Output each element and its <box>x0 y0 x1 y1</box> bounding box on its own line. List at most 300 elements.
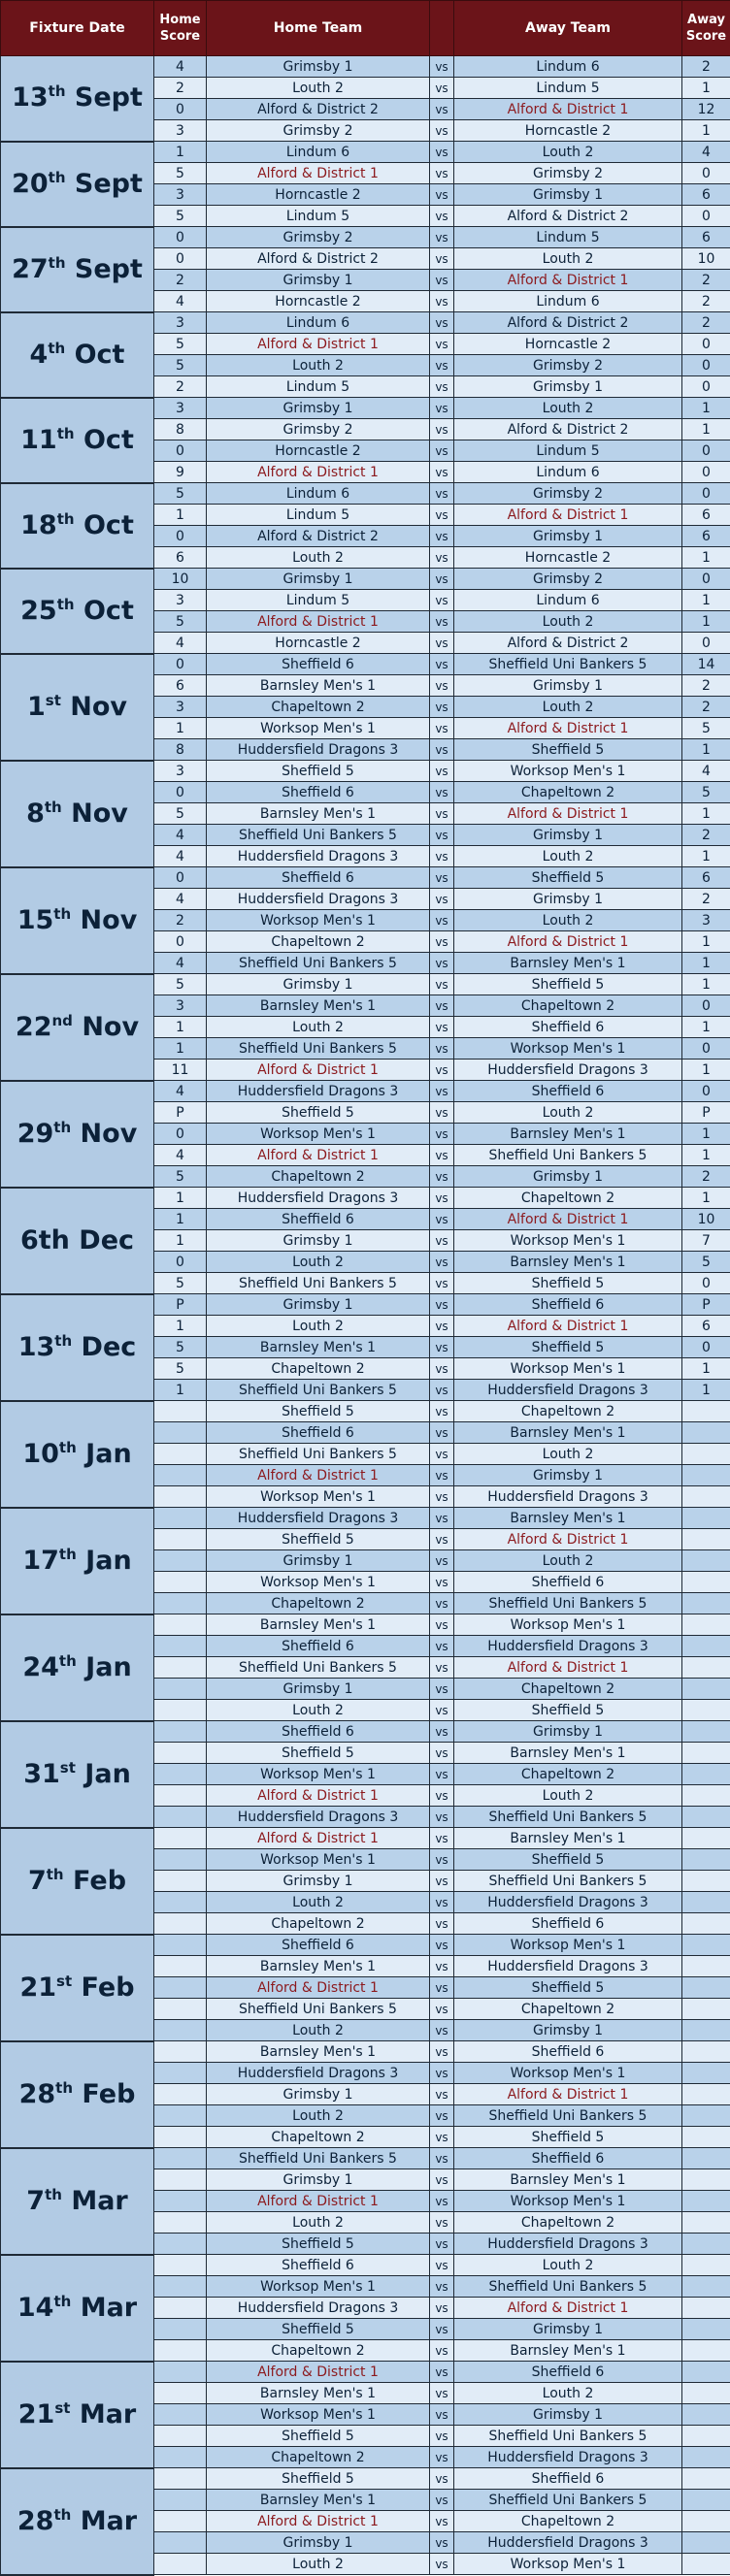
vs-label: vs <box>430 2383 454 2404</box>
home-team: Lindum 6 <box>207 483 430 505</box>
away-team: Grimsby 1 <box>454 1166 682 1188</box>
away-score <box>682 1785 730 1807</box>
home-team: Barnsley Men's 1 <box>207 803 430 825</box>
home-team: Sheffield 5 <box>207 2234 430 2255</box>
home-score <box>154 1508 207 1529</box>
away-team: Sheffield 5 <box>454 974 682 995</box>
home-team: Sheffield Uni Bankers 5 <box>207 1380 430 1401</box>
away-team: Louth 2 <box>454 142 682 163</box>
away-score <box>682 2362 730 2383</box>
fixture-date <box>1 2468 154 2575</box>
vs-label: vs <box>430 270 454 291</box>
home-score <box>154 1807 207 1828</box>
vs-label: vs <box>430 2447 454 2468</box>
away-score <box>682 2191 730 2212</box>
home-team: Chapeltown 2 <box>207 1913 430 1935</box>
home-team: Barnsley Men's 1 <box>207 2490 430 2511</box>
fixture-date-day: 31 <box>23 1758 60 1789</box>
away-score <box>682 2298 730 2319</box>
home-score <box>154 1444 207 1465</box>
away-score: 1 <box>682 1124 730 1145</box>
away-team: Chapeltown 2 <box>454 2511 682 2532</box>
away-team: Sheffield 5 <box>454 1700 682 1721</box>
home-team: Chapeltown 2 <box>207 2447 430 2468</box>
fixture-date <box>1 2255 154 2362</box>
home-score: 3 <box>154 697 207 718</box>
fixture-row <box>1 1508 730 1529</box>
fixture-date-suffix: th <box>56 509 75 528</box>
away-team: Grimsby 1 <box>454 526 682 547</box>
home-score <box>154 2340 207 2362</box>
header-away-score: Away Score <box>682 1 730 56</box>
fixture-row <box>1 398 730 419</box>
away-team: Sheffield 5 <box>454 739 682 761</box>
away-score: 1 <box>682 803 730 825</box>
vs-label: vs <box>430 1657 454 1679</box>
fixture-date-suffix: th <box>48 168 66 186</box>
vs-label: vs <box>430 2468 454 2490</box>
home-team: Sheffield Uni Bankers 5 <box>207 1444 430 1465</box>
away-score <box>682 2319 730 2340</box>
away-score <box>682 2212 730 2234</box>
vs-label: vs <box>430 2255 454 2276</box>
home-score <box>154 1657 207 1679</box>
home-score <box>154 2426 207 2447</box>
vs-label: vs <box>430 782 454 803</box>
fixture-date-suffix: th <box>48 339 66 357</box>
home-score: 1 <box>154 1017 207 1038</box>
fixture-date-day: 20 <box>12 168 49 199</box>
vs-label: vs <box>430 334 454 355</box>
fixture-date-day: 15 <box>17 904 54 935</box>
home-score: 3 <box>154 398 207 419</box>
home-score <box>154 1529 207 1550</box>
away-team: Alford & District 1 <box>454 931 682 953</box>
away-score <box>682 2383 730 2404</box>
fixture-date <box>1 56 154 142</box>
home-team: Sheffield Uni Bankers 5 <box>207 1273 430 1294</box>
home-score: 0 <box>154 1124 207 1145</box>
away-team: Worksop Men's 1 <box>454 761 682 782</box>
home-score: 8 <box>154 419 207 440</box>
home-team: Worksop Men's 1 <box>207 2276 430 2298</box>
away-team: Worksop Men's 1 <box>454 2554 682 2575</box>
vs-label: vs <box>430 590 454 611</box>
fixture-date-suffix: th <box>58 1651 77 1670</box>
away-team: Sheffield Uni Bankers 5 <box>454 1871 682 1892</box>
away-team: Barnsley Men's 1 <box>454 2169 682 2191</box>
vs-label: vs <box>430 1465 454 1486</box>
vs-label: vs <box>430 1401 454 1422</box>
home-team: Lindum 6 <box>207 142 430 163</box>
vs-label: vs <box>430 953 454 974</box>
vs-label: vs <box>430 142 454 163</box>
home-team: Lindum 5 <box>207 505 430 526</box>
away-score <box>682 2426 730 2447</box>
home-score <box>154 1743 207 1764</box>
away-team: Barnsley Men's 1 <box>454 1828 682 1849</box>
away-score <box>682 1807 730 1828</box>
away-team: Alford & District 1 <box>454 718 682 739</box>
away-score <box>682 1764 730 1785</box>
fixture-row <box>1 654 730 675</box>
vs-label: vs <box>430 2298 454 2319</box>
home-score <box>154 1700 207 1721</box>
home-score: 1 <box>154 1188 207 1209</box>
home-score: 5 <box>154 206 207 227</box>
fixture-date-day: 21 <box>19 1972 57 2003</box>
home-score: 5 <box>154 1166 207 1188</box>
home-team: Alford & District 2 <box>207 526 430 547</box>
away-team: Barnsley Men's 1 <box>454 1508 682 1529</box>
away-team: Lindum 5 <box>454 78 682 99</box>
away-score <box>682 1465 730 1486</box>
home-team: Barnsley Men's 1 <box>207 1956 430 1977</box>
home-team: Grimsby 1 <box>207 974 430 995</box>
away-score: 5 <box>682 1252 730 1273</box>
away-team: Chapeltown 2 <box>454 1188 682 1209</box>
away-score <box>682 1422 730 1444</box>
away-score <box>682 2020 730 2041</box>
away-team: Grimsby 1 <box>454 675 682 697</box>
home-team: Alford & District 1 <box>207 163 430 184</box>
fixture-row <box>1 1294 730 1316</box>
vs-label: vs <box>430 1636 454 1657</box>
away-score <box>682 2234 730 2255</box>
fixture-date <box>1 1188 154 1294</box>
home-team: Worksop Men's 1 <box>207 1849 430 1871</box>
home-score: 1 <box>154 1380 207 1401</box>
away-team: Sheffield 5 <box>454 867 682 889</box>
away-score <box>682 1508 730 1529</box>
fixture-date <box>1 569 154 654</box>
home-team: Worksop Men's 1 <box>207 718 430 739</box>
away-score <box>682 1486 730 1508</box>
away-team: Louth 2 <box>454 248 682 270</box>
home-team: Alford & District 2 <box>207 248 430 270</box>
away-score: 1 <box>682 953 730 974</box>
fixture-row <box>1 2255 730 2276</box>
away-team: Alford & District 1 <box>454 1657 682 1679</box>
home-score <box>154 1956 207 1977</box>
home-team: Sheffield 6 <box>207 867 430 889</box>
away-team: Horncastle 2 <box>454 547 682 569</box>
away-score: 2 <box>682 825 730 846</box>
fixture-row <box>1 483 730 505</box>
home-team: Barnsley Men's 1 <box>207 995 430 1017</box>
home-score: 1 <box>154 718 207 739</box>
away-team: Grimsby 2 <box>454 569 682 590</box>
away-team: Grimsby 1 <box>454 2319 682 2340</box>
away-team: Sheffield 6 <box>454 2041 682 2063</box>
vs-label: vs <box>430 1849 454 1871</box>
fixture-date-month: Feb <box>73 1865 127 1896</box>
home-team: Chapeltown 2 <box>207 1358 430 1380</box>
away-score <box>682 2169 730 2191</box>
home-team: Grimsby 1 <box>207 1230 430 1252</box>
vs-label: vs <box>430 2532 454 2554</box>
home-score <box>154 1679 207 1700</box>
vs-label: vs <box>430 355 454 376</box>
away-score: 2 <box>682 889 730 910</box>
away-team: Louth 2 <box>454 2383 682 2404</box>
home-score <box>154 1892 207 1913</box>
vs-label: vs <box>430 1486 454 1508</box>
home-score <box>154 1764 207 1785</box>
home-team: Louth 2 <box>207 2212 430 2234</box>
home-team: Barnsley Men's 1 <box>207 1614 430 1636</box>
vs-label: vs <box>430 398 454 419</box>
fixture-date-month: Nov <box>82 1011 140 1042</box>
vs-label: vs <box>430 697 454 718</box>
header-away-team: Away Team <box>454 1 682 56</box>
home-score: 5 <box>154 803 207 825</box>
home-score <box>154 1935 207 1956</box>
home-score <box>154 2468 207 2490</box>
home-score: 5 <box>154 163 207 184</box>
home-team: Grimsby 1 <box>207 2169 430 2191</box>
away-team: Alford & District 1 <box>454 1316 682 1337</box>
away-score: 0 <box>682 569 730 590</box>
home-score: 3 <box>154 184 207 206</box>
fixture-date-month: Jan <box>85 1438 132 1469</box>
fixture-date-day: 28 <box>18 2078 56 2109</box>
home-score <box>154 1721 207 1743</box>
vs-label: vs <box>430 2063 454 2084</box>
away-score <box>682 2554 730 2575</box>
home-score: 1 <box>154 1230 207 1252</box>
vs-label: vs <box>430 1935 454 1956</box>
home-score: 1 <box>154 142 207 163</box>
home-score: 0 <box>154 99 207 120</box>
vs-label: vs <box>430 2084 454 2105</box>
home-score <box>154 1572 207 1593</box>
away-team: Worksop Men's 1 <box>454 1038 682 1060</box>
away-team: Sheffield 5 <box>454 1849 682 1871</box>
fixture-date <box>1 1294 154 1401</box>
fixture-date-day: 13 <box>12 82 49 114</box>
fixture-row <box>1 2148 730 2169</box>
fixture-date <box>1 2362 154 2468</box>
fixture-date-day: 18 <box>20 509 57 540</box>
away-team: Alford & District 1 <box>454 270 682 291</box>
away-score: 10 <box>682 1209 730 1230</box>
away-team: Chapeltown 2 <box>454 995 682 1017</box>
away-score <box>682 2127 730 2148</box>
fixture-date-suffix: th <box>54 1331 73 1350</box>
away-score: P <box>682 1294 730 1316</box>
vs-label: vs <box>430 1166 454 1188</box>
vs-label: vs <box>430 910 454 931</box>
home-score <box>154 2234 207 2255</box>
away-team: Louth 2 <box>454 697 682 718</box>
away-score: 0 <box>682 483 730 505</box>
away-team: Huddersfield Dragons 3 <box>454 2447 682 2468</box>
home-score: 2 <box>154 78 207 99</box>
away-team: Sheffield Uni Bankers 5 <box>454 2276 682 2298</box>
home-team: Louth 2 <box>207 2020 430 2041</box>
away-team: Sheffield 5 <box>454 1337 682 1358</box>
away-score <box>682 1935 730 1956</box>
home-team: Sheffield 6 <box>207 654 430 675</box>
away-score: 2 <box>682 697 730 718</box>
home-score <box>154 1999 207 2020</box>
home-team: Louth 2 <box>207 2105 430 2127</box>
away-team: Sheffield 5 <box>454 1273 682 1294</box>
away-team: Worksop Men's 1 <box>454 1935 682 1956</box>
away-score: 2 <box>682 291 730 312</box>
away-team: Grimsby 1 <box>454 1465 682 1486</box>
fixture-date-suffix: th <box>45 2185 62 2203</box>
away-team: Alford & District 1 <box>454 99 682 120</box>
home-team: Sheffield Uni Bankers 5 <box>207 1657 430 1679</box>
away-score: 0 <box>682 1273 730 1294</box>
home-team: Worksop Men's 1 <box>207 1764 430 1785</box>
vs-label: vs <box>430 1721 454 1743</box>
vs-label: vs <box>430 2041 454 2063</box>
fixture-date-suffix: th <box>48 253 66 272</box>
away-score <box>682 1679 730 1700</box>
home-score: P <box>154 1102 207 1124</box>
home-team: Louth 2 <box>207 547 430 569</box>
away-score <box>682 2276 730 2298</box>
away-score <box>682 1849 730 1871</box>
home-score <box>154 2511 207 2532</box>
home-team: Sheffield 6 <box>207 1422 430 1444</box>
home-score <box>154 2169 207 2191</box>
away-score: 0 <box>682 462 730 483</box>
away-team: Huddersfield Dragons 3 <box>454 1060 682 1081</box>
away-score <box>682 1700 730 1721</box>
away-score: 0 <box>682 633 730 654</box>
away-team: Louth 2 <box>454 1444 682 1465</box>
fixture-row <box>1 227 730 248</box>
home-team: Worksop Men's 1 <box>207 1486 430 1508</box>
fixture-date-day: 22 <box>15 1011 52 1042</box>
fixture-date-day: 8 <box>26 798 45 829</box>
home-team: Barnsley Men's 1 <box>207 675 430 697</box>
vs-label: vs <box>430 505 454 526</box>
away-team: Lindum 5 <box>454 440 682 462</box>
away-score <box>682 1614 730 1636</box>
away-team: Louth 2 <box>454 1102 682 1124</box>
vs-label: vs <box>430 654 454 675</box>
fixture-date <box>1 654 154 761</box>
home-team: Sheffield 6 <box>207 2255 430 2276</box>
away-score <box>682 1743 730 1764</box>
fixture-date-month: Dec <box>81 1331 137 1362</box>
home-team: Huddersfield Dragons 3 <box>207 1081 430 1102</box>
home-score <box>154 2127 207 2148</box>
fixture-row <box>1 2041 730 2063</box>
home-score: 3 <box>154 312 207 334</box>
fixture-date-day: 28 <box>17 2505 54 2536</box>
vs-label: vs <box>430 547 454 569</box>
fixture-date-month: Mar <box>80 2505 138 2536</box>
home-score: 3 <box>154 590 207 611</box>
away-team: Huddersfield Dragons 3 <box>454 1956 682 1977</box>
vs-label: vs <box>430 1294 454 1316</box>
away-team: Chapeltown 2 <box>454 1679 682 1700</box>
fixture-date-day: 7 <box>26 2185 46 2216</box>
vs-label: vs <box>430 2319 454 2340</box>
away-team: Louth 2 <box>454 398 682 419</box>
home-team: Grimsby 1 <box>207 569 430 590</box>
home-team: Grimsby 1 <box>207 1294 430 1316</box>
vs-label: vs <box>430 376 454 398</box>
home-team: Sheffield 6 <box>207 1209 430 1230</box>
away-score: 4 <box>682 761 730 782</box>
vs-label: vs <box>430 184 454 206</box>
home-score <box>154 1977 207 1999</box>
home-team: Sheffield 5 <box>207 1743 430 1764</box>
home-score: 5 <box>154 483 207 505</box>
home-team: Alford & District 1 <box>207 2511 430 2532</box>
away-team: Sheffield 6 <box>454 1913 682 1935</box>
away-score <box>682 2063 730 2084</box>
fixture-date <box>1 1614 154 1721</box>
home-team: Grimsby 1 <box>207 1679 430 1700</box>
fixture-date-day: 11 <box>20 424 57 455</box>
home-score <box>154 1401 207 1422</box>
vs-label: vs <box>430 1358 454 1380</box>
away-score: 5 <box>682 718 730 739</box>
home-team: Alford & District 1 <box>207 1465 430 1486</box>
away-score <box>682 1913 730 1935</box>
away-team: Huddersfield Dragons 3 <box>454 1892 682 1913</box>
home-team: Barnsley Men's 1 <box>207 2383 430 2404</box>
fixture-date-suffix: th <box>58 1545 77 1563</box>
home-score: 1 <box>154 1209 207 1230</box>
away-score: 1 <box>682 931 730 953</box>
vs-label: vs <box>430 2490 454 2511</box>
fixture-date-month: Jan <box>85 1545 132 1576</box>
away-team: Louth 2 <box>454 2255 682 2276</box>
away-score: 0 <box>682 1081 730 1102</box>
away-team: Sheffield Uni Bankers 5 <box>454 2426 682 2447</box>
fixture-date <box>1 227 154 312</box>
home-score <box>154 2298 207 2319</box>
fixture-row <box>1 761 730 782</box>
vs-label: vs <box>430 2511 454 2532</box>
header-vs <box>430 1 454 56</box>
vs-label: vs <box>430 803 454 825</box>
home-score: 0 <box>154 782 207 803</box>
home-score: 5 <box>154 334 207 355</box>
home-score <box>154 2084 207 2105</box>
vs-label: vs <box>430 1956 454 1977</box>
home-team: Huddersfield Dragons 3 <box>207 739 430 761</box>
home-score: 4 <box>154 846 207 867</box>
away-team: Lindum 6 <box>454 590 682 611</box>
home-score <box>154 2490 207 2511</box>
vs-label: vs <box>430 2234 454 2255</box>
home-team: Sheffield 6 <box>207 1935 430 1956</box>
home-score: 5 <box>154 1337 207 1358</box>
vs-label: vs <box>430 1017 454 1038</box>
vs-label: vs <box>430 1422 454 1444</box>
home-score <box>154 2191 207 2212</box>
fixture-date-suffix: nd <box>51 1011 73 1029</box>
home-score <box>154 2362 207 2383</box>
fixture-date-day: 10 <box>22 1438 59 1469</box>
vs-label: vs <box>430 1316 454 1337</box>
vs-label: vs <box>430 440 454 462</box>
vs-label: vs <box>430 1273 454 1294</box>
fixture-date-suffix: st <box>54 2398 71 2417</box>
vs-label: vs <box>430 1892 454 1913</box>
vs-label: vs <box>430 99 454 120</box>
